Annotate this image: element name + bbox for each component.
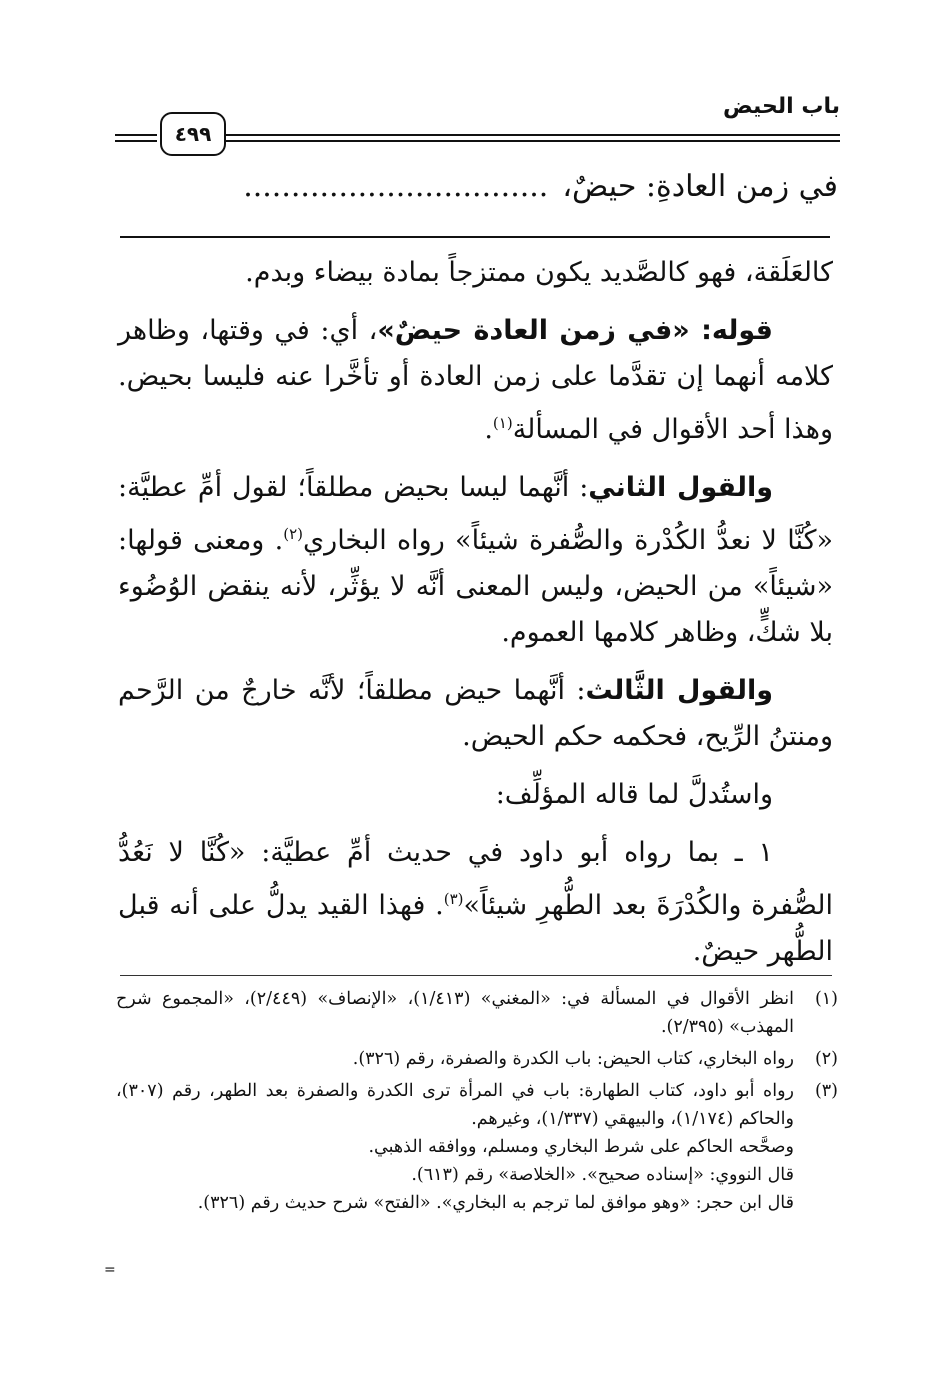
footnote-number: (٢)	[814, 1049, 838, 1069]
paragraph-3-text: : أنَّهما ليسا بحيض مطلقاً؛ لقول أمِّ عطيَّة: «كُنَّا لا نعدُّ الكُدْرة والصُّفرة شيئاً» رواه البخاري	[118, 472, 833, 556]
footnotes	[116, 985, 838, 1221]
footnote-line: انظر الأقوال في المسألة في: «المغني» (١/٤١٣)، «الإنصاف» (٢/٤٤٩)، «المجموع شرح المهذب» (٢/٣٩٥).	[116, 989, 794, 1037]
footnote-text	[116, 1045, 794, 1073]
footnote-3	[116, 1077, 838, 1217]
paragraph-2-end: .	[484, 414, 493, 445]
commentary-body	[118, 250, 833, 987]
paragraph-1: كالعَلَقة، فهو كالصَّديد يكون ممتزجاً بمادة بيضاء وبدم.	[245, 257, 833, 288]
matn-text	[118, 165, 838, 209]
paragraph-5: واستُدلَّ لما قاله المؤلِّف:	[495, 779, 773, 810]
matn-divider	[120, 236, 830, 238]
header-rule-left-top	[115, 134, 157, 136]
paragraph-3-heading: والقول الثاني	[588, 472, 773, 503]
footnote-rule	[120, 975, 832, 976]
footnote-line: قال ابن حجر: «وهو موافق لما ترجم به البخاري». «الفتح» شرح حديث رقم (٣٢٦).	[197, 1193, 794, 1213]
paragraph-2-text: ، أي: في وقتها، وظاهر كلامه أنهما إن تقدَّما على زمن العادة أو تأخَّرا عنه فليسا بحيض. وهذا أحد الأقوال في المسألة	[118, 315, 833, 445]
header-rule-left-bottom	[115, 140, 157, 142]
footnote-ref-2[interactable]: (٢)	[283, 525, 304, 543]
page-header	[115, 92, 840, 152]
paragraph-2	[118, 308, 833, 453]
paragraph-2-heading: قوله: «في زمن العادة حيضٌ»	[377, 315, 773, 346]
paragraph-3	[118, 465, 833, 656]
page-number: ٤٩٩	[160, 112, 226, 156]
matn-line: في زمن العادةِ: حيضٌ،	[562, 169, 838, 204]
footnote-number: (٣)	[814, 1081, 838, 1101]
footnote-number: (١)	[814, 989, 838, 1009]
header-rule-bottom	[225, 140, 840, 142]
matn-dots: ................................	[243, 169, 549, 204]
footnote-line: رواه البخاري، كتاب الحيض: باب الكدرة والصفرة، رقم (٣٢٦).	[352, 1049, 794, 1069]
header-rule-top	[225, 134, 840, 136]
footnote-2	[116, 1045, 838, 1073]
footnote-ref-3[interactable]: (٣)	[443, 890, 464, 908]
footnote-1	[116, 985, 838, 1041]
paragraph-4-heading: والقول الثَّالث	[585, 675, 773, 706]
footnote-text	[116, 1077, 794, 1217]
chapter-title: باب الحيض	[723, 94, 840, 119]
footnote-line: رواه أبو داود، كتاب الطهارة: باب في المرأة ترى الكدرة والصفرة بعد الطهر، رقم (٣٠٧)، والحاكم (١/١٧٤)، والبيهقي (١/٣٣٧)، وغيرهم.	[116, 1081, 794, 1129]
paragraph-4-text: : أنَّهما حيض مطلقاً؛ لأنَّه خارجٌ من الرَّحم ومنتنُ الرِّيح، فحكمه حكم الحيض.	[118, 675, 833, 752]
footnote-ref-1[interactable]: (١)	[492, 414, 513, 432]
paragraph-3-end: . ومعنى قولها: «شيئاً» من الحيض، وليس المعنى أنَّه لا يؤثِّر، لأنه ينقض الوُضُوء بلا شكٍّ، وظاهر كلامها العموم.	[118, 525, 833, 648]
paragraph-4	[118, 668, 833, 760]
footnote-line: قال النووي: «إسناده صحيح». «الخلاصة» رقم (٦١٣).	[411, 1165, 794, 1185]
continuation-mark: =	[104, 1262, 116, 1278]
paragraph-6-text: ١ ـ بما رواه أبو داود في حديث أمِّ عطيَّة: «كُنَّا لا نَعُدُّ الصُّفرة والكُدْرَةَ بعد الطُّهرِ شيئاً»	[118, 837, 833, 921]
paragraph-6-end: . فهذا القيد يدلُّ على أنه قبل الطُّهر حيضٌ.	[118, 890, 833, 967]
paragraph-6	[118, 830, 833, 975]
footnote-line: وصحَّحه الحاكم على شرط البخاري ومسلم، ووافقه الذهبي.	[368, 1137, 794, 1157]
footnote-text	[116, 985, 794, 1041]
